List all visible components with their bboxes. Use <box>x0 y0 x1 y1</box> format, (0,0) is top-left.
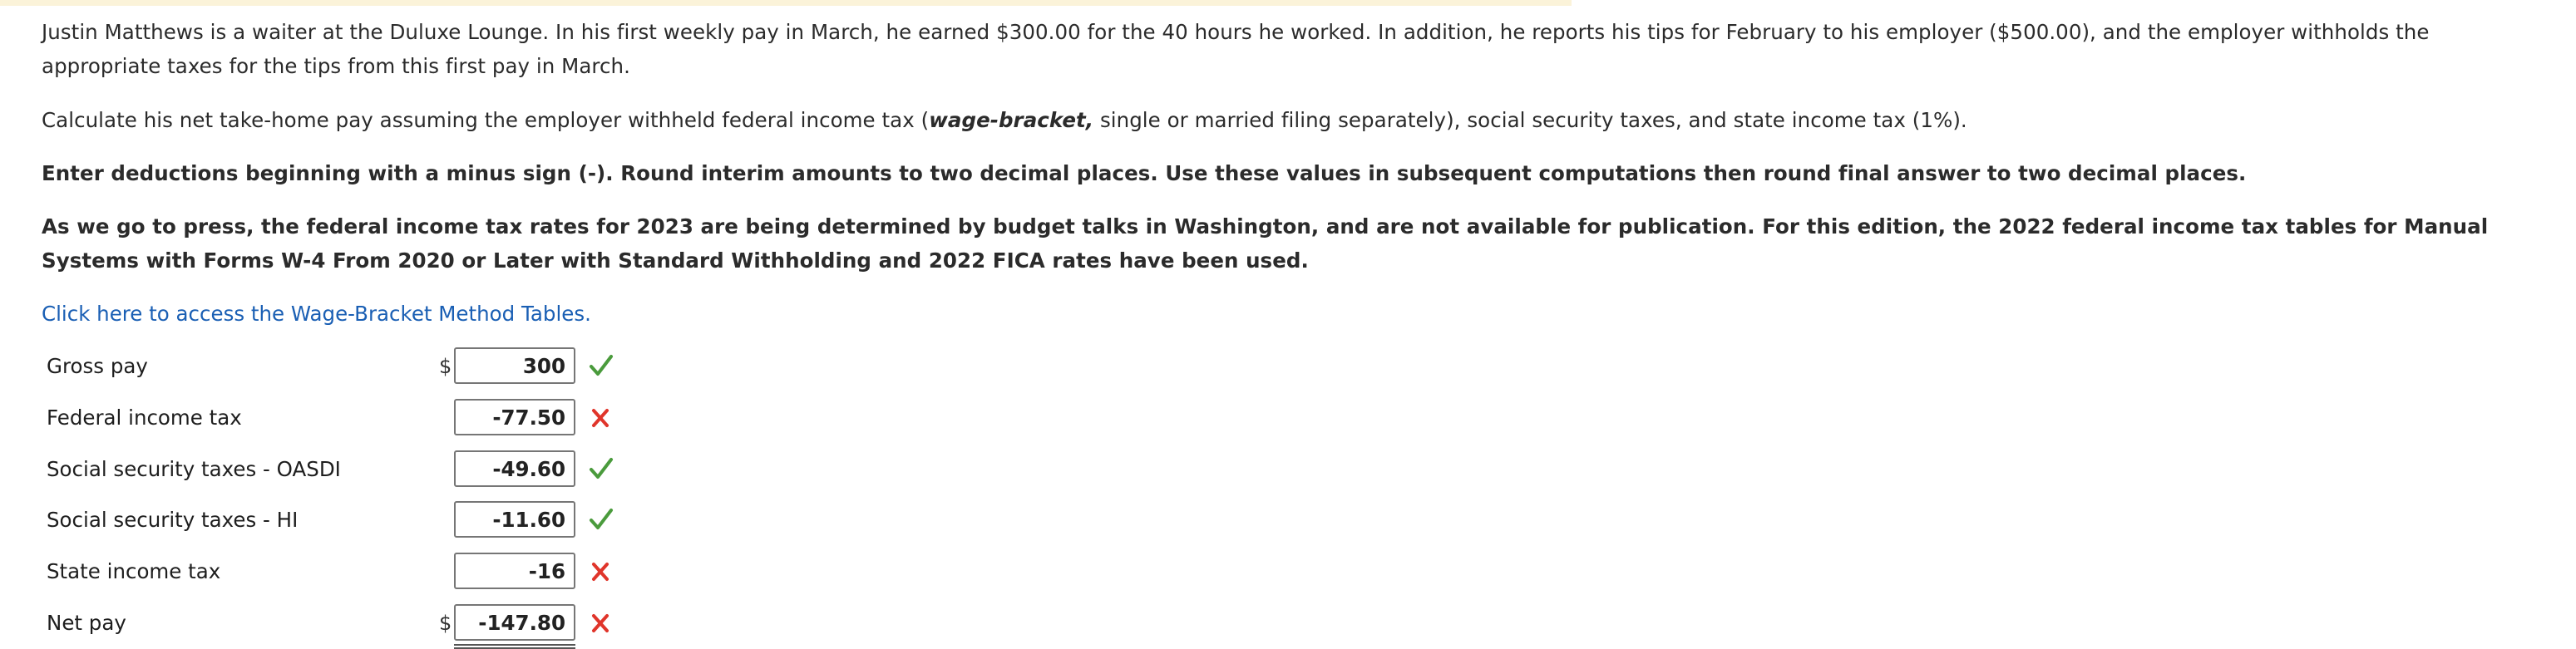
row-label: Gross pay <box>47 354 148 378</box>
row-label: Federal income tax <box>47 406 242 430</box>
double-underline <box>454 644 575 649</box>
calculation-instructions <box>42 103 2544 137</box>
x-mark-icon <box>589 609 614 636</box>
amount-input-social-security-taxes-oasdi[interactable] <box>454 450 575 487</box>
answer-row-state-income-tax <box>47 551 629 592</box>
amount-input-federal-income-tax[interactable] <box>454 399 575 435</box>
row-label: Net pay <box>47 611 126 635</box>
row-label: Social security taxes - HI <box>47 508 299 532</box>
x-mark-icon <box>589 558 614 584</box>
dollar-sign: $ <box>439 355 452 378</box>
header-highlight-strip <box>0 0 1572 6</box>
answer-row-social-security-taxes-hi <box>47 499 629 541</box>
checkmark-icon <box>589 352 614 379</box>
wage-bracket-emphasis: wage-bracket, <box>929 108 1094 132</box>
press-note: As we go to press, the federal income tax rates for 2023 are being determined by budget talks in Washington, and are not available for publication. For this edition, the 2022 federal income tax tables for Manual Systems with Forms W-4 From 2020 or Later with Standard Withholding and 2022 FICA rates have been used. <box>42 214 2489 273</box>
answer-row-net-pay <box>47 602 629 644</box>
row-label: State income tax <box>47 559 221 583</box>
amount-input-state-income-tax[interactable] <box>454 553 575 589</box>
instructions-text-before: Calculate his net take-home pay assuming the employer withheld federal income tax ( <box>42 108 930 132</box>
rounding-instructions: Enter deductions beginning with a minus sign (-). Round interim amounts to two decimal places. Use these values in subsequent computations then round final answer to two decimal places. <box>42 161 2247 185</box>
instructions-text-after: single or married filing separately), social security taxes, and state income tax (1%). <box>1093 108 1967 132</box>
x-mark-icon <box>589 404 614 430</box>
checkmark-icon <box>589 506 614 533</box>
answer-row-federal-income-tax <box>47 397 629 439</box>
amount-input-net-pay[interactable] <box>454 604 575 641</box>
question-content <box>42 15 2544 331</box>
problem-statement: Justin Matthews is a waiter at the Duluxe Lounge. In his first weekly pay in March, he earned $300.00 for the 40 hours he worked. In addition, he reports his tips for February to his employer ($500.00), and the employer withholds the appropriate taxes for the tips from this first pay in March. <box>42 20 2430 78</box>
answer-row-social-security-taxes-oasdi <box>47 449 629 490</box>
answer-row-gross-pay <box>47 346 629 387</box>
amount-input-gross-pay[interactable] <box>454 347 575 384</box>
checkmark-icon <box>589 455 614 482</box>
wage-bracket-tables-link[interactable]: Click here to access the Wage-Bracket Method Tables. <box>42 302 591 326</box>
dollar-sign: $ <box>439 612 452 635</box>
row-label: Social security taxes - OASDI <box>47 457 341 481</box>
amount-input-social-security-taxes-hi[interactable] <box>454 501 575 538</box>
